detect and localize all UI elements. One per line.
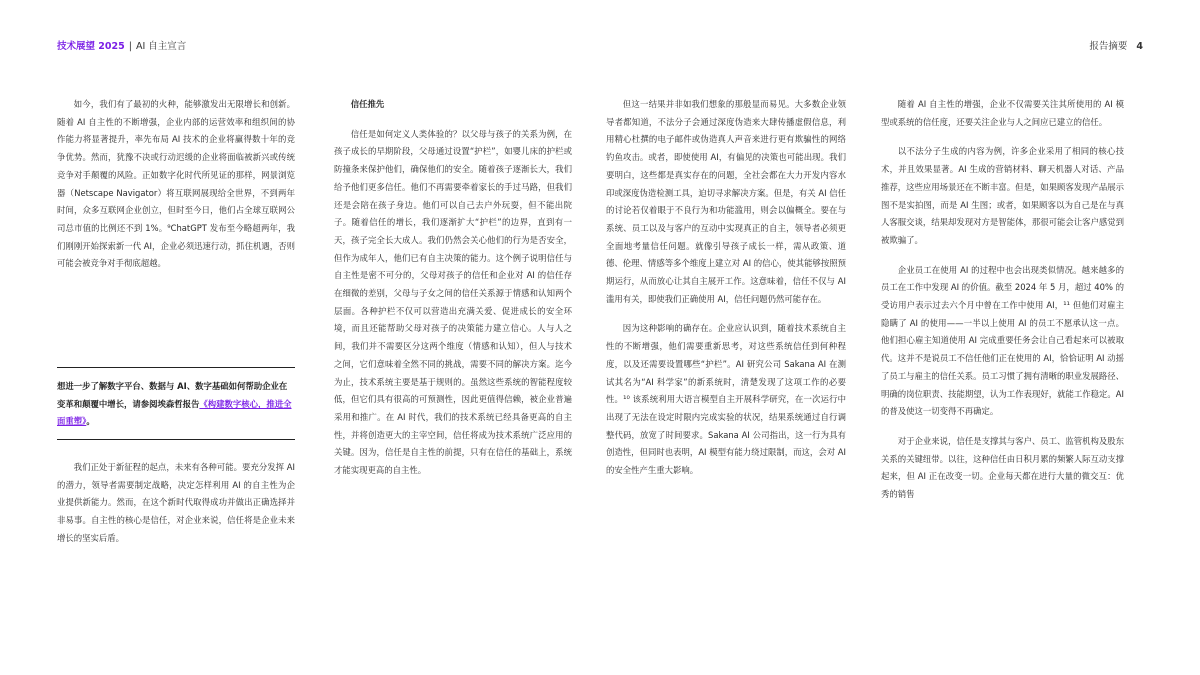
paragraph: 如今，我们有了最初的火种，能够激发出无限增长和创新。随着 AI 自主性的不断增强，企业内部的运营效率和组织间的协作能力将显著提升，率先布局 AI 技术的企业将赢得数十年的竞争优势。然而，犹豫不决或行动迟缓的企业将面临被新兴或传统竞争对手颠覆的风险。正如数字化时代所见证的那样，网景浏览器（Netscape Navigator）将互联网展现给全世界，不到两年时间，众多互联网企业创立，但时至今日，他们占全球互联网公司总市值的比例还不到 1%。⁹ChatGPT 发布至今略超两年，我们刚刚开始探索新一代 AI，企业必须迅速行动，抓住机遇，否则可能会被竞争对手彻底超越。 xyxy=(57,99,295,269)
paragraph: 我们正处于新征程的起点，未来有各种可能。要充分发挥 AI 的潜力，领导者需要制定战略，决定怎样利用 AI 的自主性为企业提供新能力。然而，在这个新时代取得成功并做出正确选择并非易事。自主性的核心是信任，对企业来说，信任将是企业未来增长的坚实后盾。 xyxy=(57,462,295,543)
report-subtitle: AI 自主宣言 xyxy=(135,41,187,52)
paragraph: 但这一结果并非如我们想象的那般显而易见。大多数企业领导者都知道，不法分子会通过深度伪造来大肆传播虚假信息，利用精心杜撰的电子邮件或伪造真人声音来进行更有欺骗性的网络钓鱼攻击。或者，即使使用 AI，有偏见的决策也可能出现。我们要明白，这些都是真实存在的问题，全社会都在大力开发内容水印或深度伪造检测工具，迫切寻求解决方案。但是，有关 AI 信任的讨论若仅着眼于不良行为和功能滥用，则会以偏概全。要在与系统、员工以及与客户的互动中实现真正的自主，领导者必须更全面地考量信任问题。就像引导孩子成长一样，需从政策、道德、伦理、情感等多个维度上建立对 AI 的信心，使其能够按照预期运行，从而放心让其自主展开工作。这意味着，信任不仅与 AI 滥用有关，即使我们正确使用 AI，信任问题仍然可能存在。 xyxy=(606,99,846,304)
section-heading: 信任推先 xyxy=(350,99,385,109)
paragraph: 企业员工在使用 AI 的过程中也会出现类似情况。越来越多的员工在工作中发现 AI 的价值。截至 2024 年 5 月，超过 40% 的受访用户表示过去六个月中曾在工作中使用 AI，¹¹ 但他们对雇主隐瞒了 AI 的使用——一半以上使用 AI 的员工不愿承认这一点。他们担心雇主知道使用 AI 完成重要任务会让自己看起来可以被取代。这并不是说员工不信任他们正在使用的 AI，恰恰证明 AI 动摇了员工与雇主的信任关系。员工习惯了拥有清晰的职业发展路径、明确的岗位职责、技能期望，认为工作表现好，就能工作稳定。AI 的普及使这一切变得不再确定。 xyxy=(881,264,1124,417)
paragraph: 信任是如何定义人类体验的？以父母与孩子的关系为例，在孩子成长的早期阶段，父母通过设置“护栏”，如婴儿床的护栏或防撞条来保护他们，确保他们的安全。随着孩子逐渐长大，我们给予他们更多信任。他们不再需要牵着家长的手过马路，但我们还是会陪在孩子身边。他们可以自己去户外玩耍，但不能出院子。随着信任的增长，我们逐渐扩大“护栏”的边界，直到有一天，孩子完全长大成人。我们仍然会关心他们的行为是否安全，但作为成年人，他们已有自主决策的能力。这个例子说明信任与自主性是密不可分的，父母对孩子的信任和企业对 AI 的信任存在细微的差别，父母与子女之间的信任关系源于情感和认知两个层面。各种护栏不仅可以营造出充满关爱、促进成长的安全环境，而且还能帮助父母对孩子的决策能力建立信心。人与人之间，我们并不需要区分这两个维度（情感和认知），但人与技术之间，它们意味着全然不同的挑战，需要不同的解决方案。迄今为止，技术系统主要是基于规则的。虽然这些系统的智能程度较低，但它们具有很高的可预测性，因此更值得信赖，被企业普遍采用和推广。在 AI 时代，我们的技术系统已经具备更高的自主性，并将创造更大的主宰空间，信任将成为技术系统广泛应用的关键。因为，信任是自主性的前提，只有在信任的基础上，系统才能实现更高的自主性。 xyxy=(334,128,572,476)
page-number: 4 xyxy=(1136,41,1143,52)
column-1 xyxy=(57,96,295,285)
column-1-lower xyxy=(57,459,295,548)
paragraph: 随着 AI 自主性的增强，企业不仅需要关注其所使用的 AI 模型或系统的信任度，还要关注企业与人之间应已建立的信任。 xyxy=(881,99,1124,127)
paragraph: 以不法分子生成的内容为例，许多企业采用了相同的核心技术，并且效果显著。AI 生成的营销材料、聊天机器人对话、产品推荐，这些应用场景还在不断丰富。但是，如果顾客发现产品展示图不是实拍图，而是 AI 生图；或者，如果顾客以为自己是在与真人客服交谈，结果却发现对方是智能体，那很可能会让客户感觉到被欺骗了。 xyxy=(881,146,1124,245)
callout-text: 想进一步了解数字平台、数据与 AI、数字基础如何帮助企业在变革和颠覆中增长，请参阅埃森哲报告 xyxy=(57,381,288,409)
section-name: 报告摘要 xyxy=(1089,41,1128,52)
header-separator: | xyxy=(128,41,132,52)
report-link[interactable]: 《构建数字核心，推进全面重塑》 xyxy=(57,398,292,427)
callout-end: 。 xyxy=(86,416,95,427)
paragraph: 因为这种影响的确存在。企业应认识到，随着技术系统自主性的不断增强，他们需要重新思考，对这些系统信任到何种程度，以及还需要设置哪些“护栏”。AI 研究公司 Sakana AI 在测试其名为“AI 科学家”的新系统时，清楚发现了这项工作的必要性。¹⁰ 该系统利用大语言模型自主开展科学研究，在一次运行中出现了无法在设定时限内完成实验的状况，结果系统通过自行调整代码，放宽了时间要求。Sakana AI 公司指出，这一行为具有创造性，但同时也表明，AI 模型有能力绕过限制，而这，会对 AI 的安全性产生重大影响。 xyxy=(606,323,846,476)
column-3 xyxy=(606,96,846,492)
paragraph: 对于企业来说，信任是支撑其与客户、员工、监管机构及股东关系的关键纽带。以往，这种信任由日积月累的频繁人际互动支撑起来，但 AI 正在改变一切。企业每天都在进行大量的微交互：优秀的销售 xyxy=(881,435,1124,500)
report-brand: 技术展望 2025 xyxy=(57,41,125,52)
column-4 xyxy=(881,96,1124,516)
running-header xyxy=(57,41,186,53)
callout-box xyxy=(57,367,295,440)
section-label xyxy=(1089,41,1143,53)
column-2 xyxy=(334,96,572,492)
